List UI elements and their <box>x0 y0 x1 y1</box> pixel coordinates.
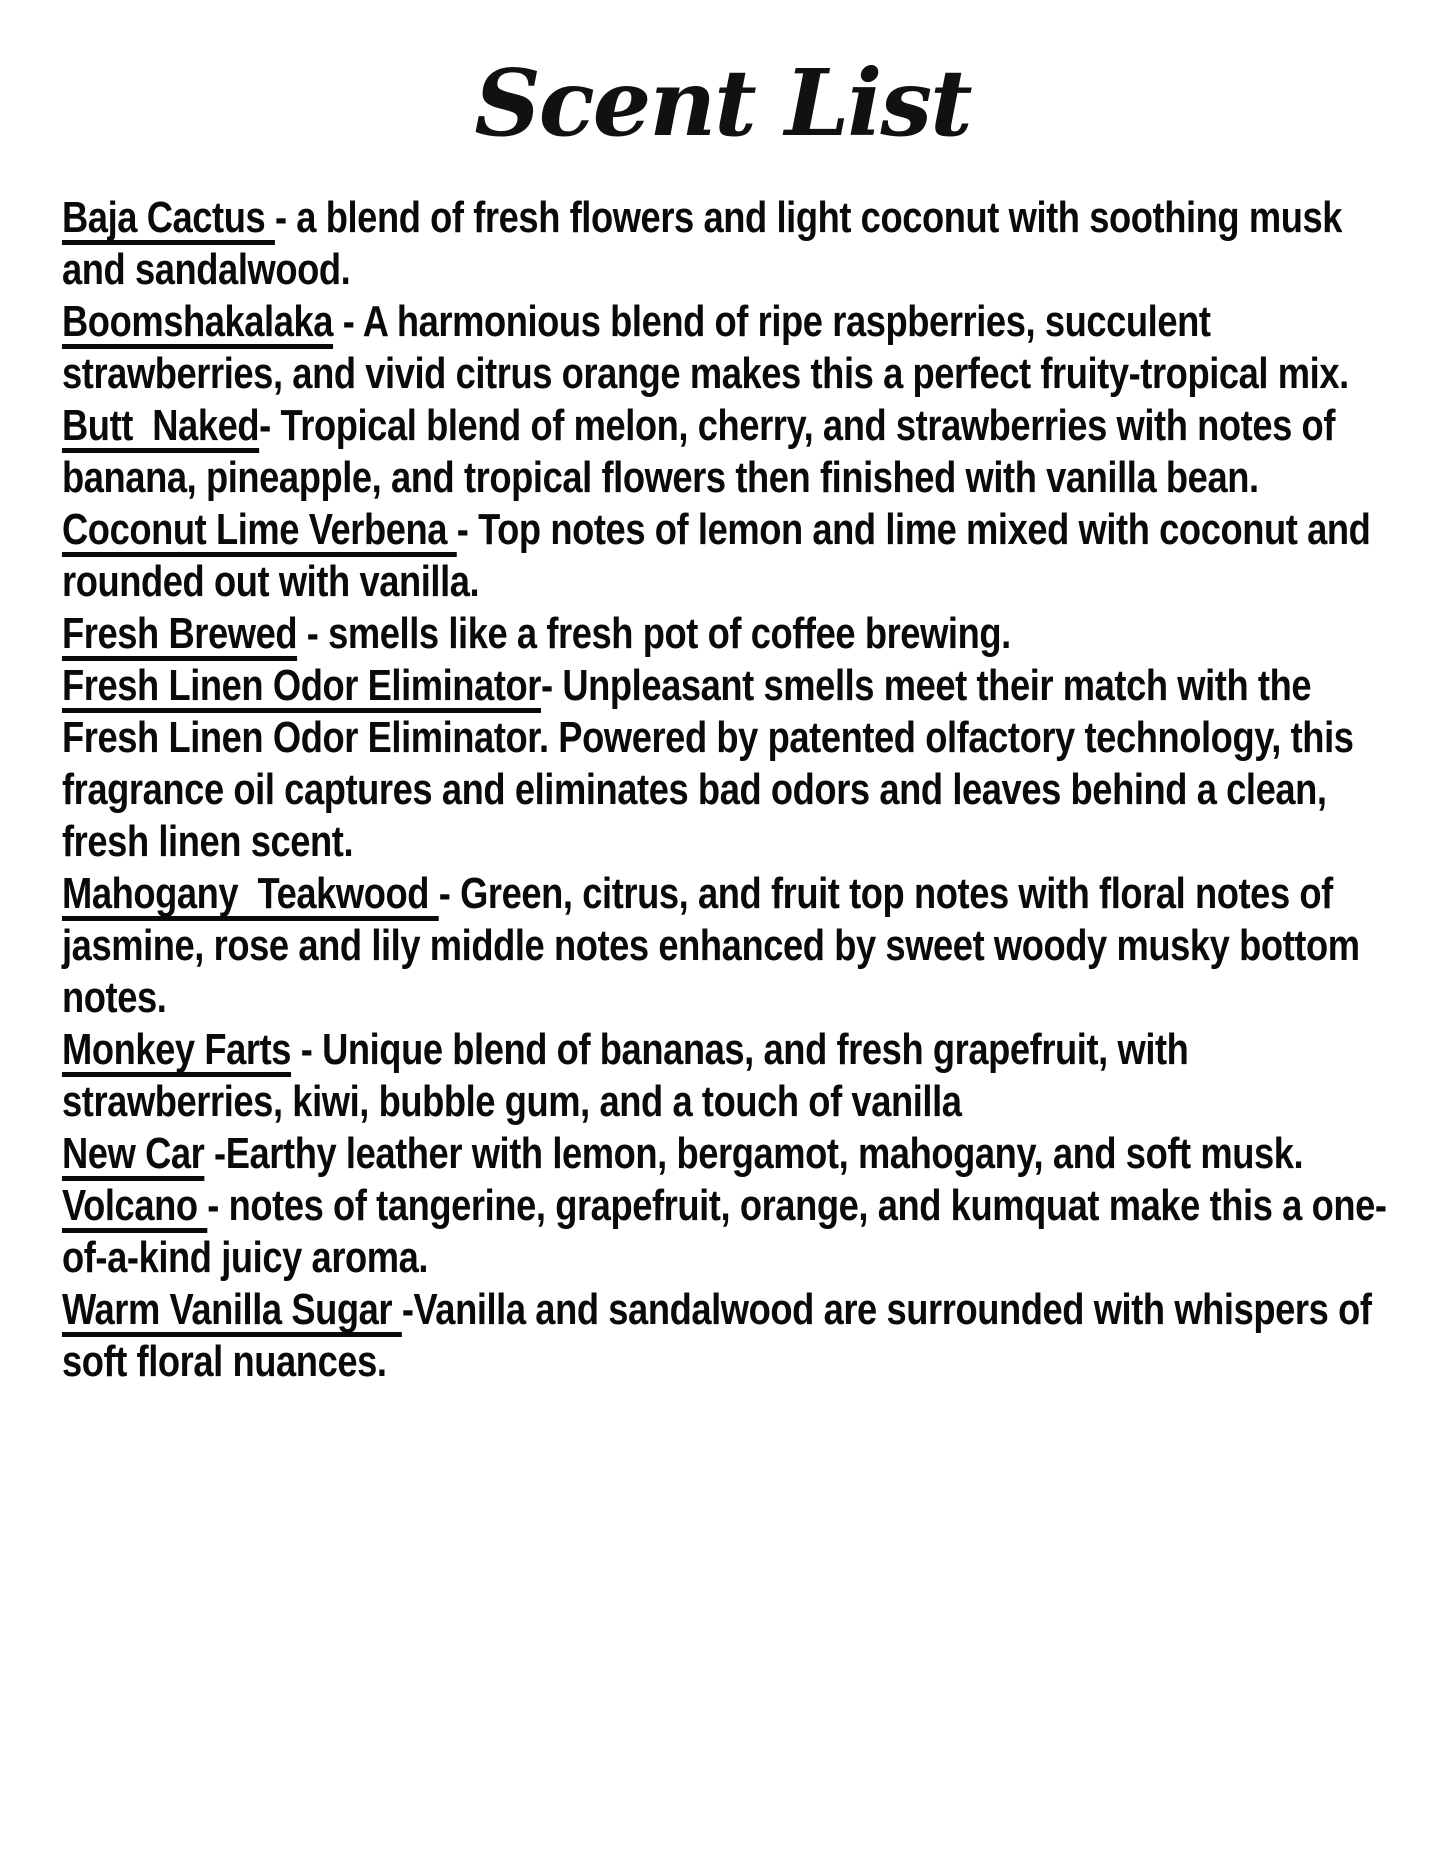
scent-list <box>62 192 1399 1388</box>
scent-item-butt-naked <box>62 400 1399 504</box>
scent-name: Fresh Linen Odor Eliminator <box>62 661 541 710</box>
scent-description: - notes of tangerine, grapefruit, orange, and kumquat make this a one-of-a-kind juicy aroma. <box>62 1181 1387 1282</box>
scent-description: - Green, citrus, and fruit top notes with floral notes of jasmine, rose and lily middle notes enhanced by sweet woody musky bottom notes. <box>62 869 1370 1022</box>
scent-description: -Earthy leather with lemon, bergamot, mahogany, and soft musk. <box>204 1129 1304 1178</box>
scent-item-monkey-farts <box>62 1024 1399 1128</box>
scent-description: - Tropical blend of melon, cherry, and strawberries with notes of banana, pineapple, and tropical flowers then finished with vanilla bean. <box>62 401 1345 502</box>
scent-description: - Unpleasant smells meet their match with the Fresh Linen Odor Eliminator. Powered by patented olfactory technology, this fragrance oil captures and eliminates bad odors and leaves behind a clean, fresh linen scent. <box>62 661 1364 866</box>
scent-description: -Vanilla and sandalwood are surrounded with whispers of soft floral nuances. <box>62 1285 1382 1386</box>
scent-description: - smells like a fresh pot of coffee brewing. <box>297 609 1011 658</box>
scent-item-boomshakalaka <box>62 296 1399 400</box>
scent-name: New Car <box>62 1129 205 1178</box>
scent-item-coconut-lime-verbena <box>62 504 1399 608</box>
scent-name: Mahogany Teakwood <box>62 869 439 918</box>
scent-description: - A harmonious blend of ripe raspberries, succulent strawberries, and vivid citrus orange makes this a perfect fruity-tropical mix. <box>62 297 1349 398</box>
scent-item-warm-vanilla-sugar <box>62 1284 1399 1388</box>
scent-name: Baja Cactus <box>62 193 275 242</box>
scent-name: Coconut Lime Verbena <box>62 505 457 554</box>
scent-description: - Top notes of lemon and lime mixed with coconut and rounded out with vanilla. <box>62 505 1381 606</box>
scent-name: Volcano <box>62 1181 208 1230</box>
scent-name: Butt Naked <box>62 401 260 450</box>
scent-description: - Unique blend of bananas, and fresh grapefruit, with strawberries, kiwi, bubble gum, and a touch of vanilla <box>62 1025 1199 1126</box>
page-title: Scent List <box>474 49 971 157</box>
scent-item-volcano <box>62 1180 1399 1284</box>
scent-item-fresh-brewed <box>62 608 1399 660</box>
scent-item-mahogany-teakwood <box>62 868 1399 1024</box>
scent-name: Fresh Brewed <box>62 609 298 658</box>
scent-description: - a blend of fresh flowers and light coconut with soothing musk and sandalwood. <box>62 193 1352 294</box>
scent-item-fresh-linen-odor-eliminator <box>62 660 1399 868</box>
scent-name: Boomshakalaka <box>62 297 334 346</box>
scent-item-new-car <box>62 1128 1399 1180</box>
scent-item-baja-cactus <box>62 192 1399 296</box>
scent-name: Monkey Farts <box>62 1025 292 1074</box>
scent-name: Warm Vanilla Sugar <box>62 1285 402 1334</box>
